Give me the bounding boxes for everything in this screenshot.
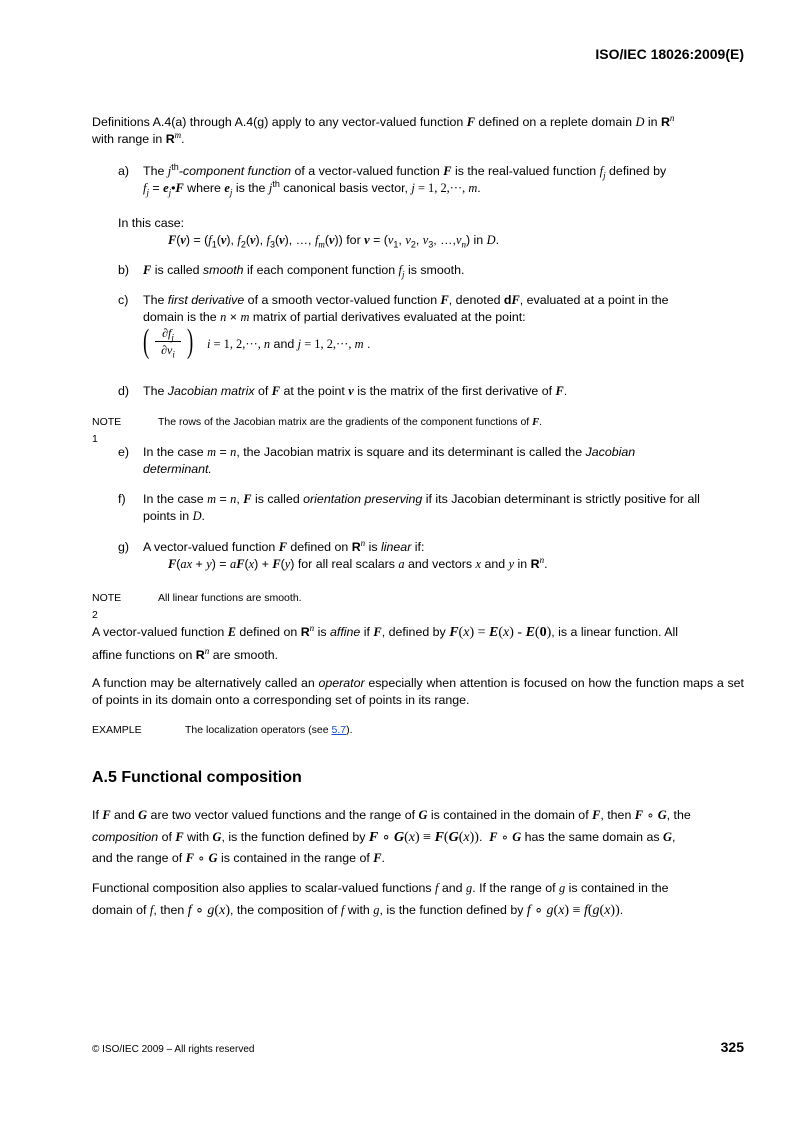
copyright-notice: © ISO/IEC 2009 – All rights reserved (92, 1044, 255, 1055)
page-number: 325 (720, 1039, 744, 1055)
document-id: ISO/IEC 18026:2009(E) (595, 46, 744, 62)
partial-derivative-matrix: ( $\partial f_j$ $\partial v_i$ ) i = 1, 2,···, n and j = 1, 2,···, m . (143, 323, 371, 360)
operator-paragraph: A function may be alternatively called an operator especially when attention is focused on how the function maps a set of points in its domain onto a corresponding set of points in its range. (92, 676, 744, 707)
section-5-7-link[interactable]: 5.7 (331, 724, 347, 736)
affine-paragraph: A vector-valued function E defined on $R^n$ is affine if F, defined by F(x) = E(x) - E(0), is a linear function. All affine functions on $R^n$ are smooth. (92, 622, 678, 662)
scalar-composition-paragraph: Functional composition also applies to scalar-valued functions f and g. If the range of g is contained in the domain of f, then f ∘ g(x), the composition of f with g, is the function defined by f ∘ g(x) ≡ f(g(x)). (92, 881, 669, 918)
section-heading: A.5 Functional composition (92, 769, 302, 786)
composition-paragraph: If F and G are two vector valued functions and the range of G is contained in the domain of F, then F ∘ G, the composition of F with G, is the function defined by F ∘ G(x) ≡ F(G(x)). F ∘ G has the same domain as G, and the range of F ∘ G is contained in the range of F. (92, 808, 691, 865)
intro-paragraph: Definitions A.4(a) through A.4(g) apply to any vector-valued function F defined on a replete domain D in $R^n$ with range in $R^m$. (92, 112, 675, 146)
case-block: In this case: $F(v) = (f_1(v)$, $f_2(v)$, $f_3(v)$, …, $f_m(v)$) for $v = (v_1$, $v_2$, $v_3$, $\dots,v_n$) in D. (118, 216, 500, 249)
